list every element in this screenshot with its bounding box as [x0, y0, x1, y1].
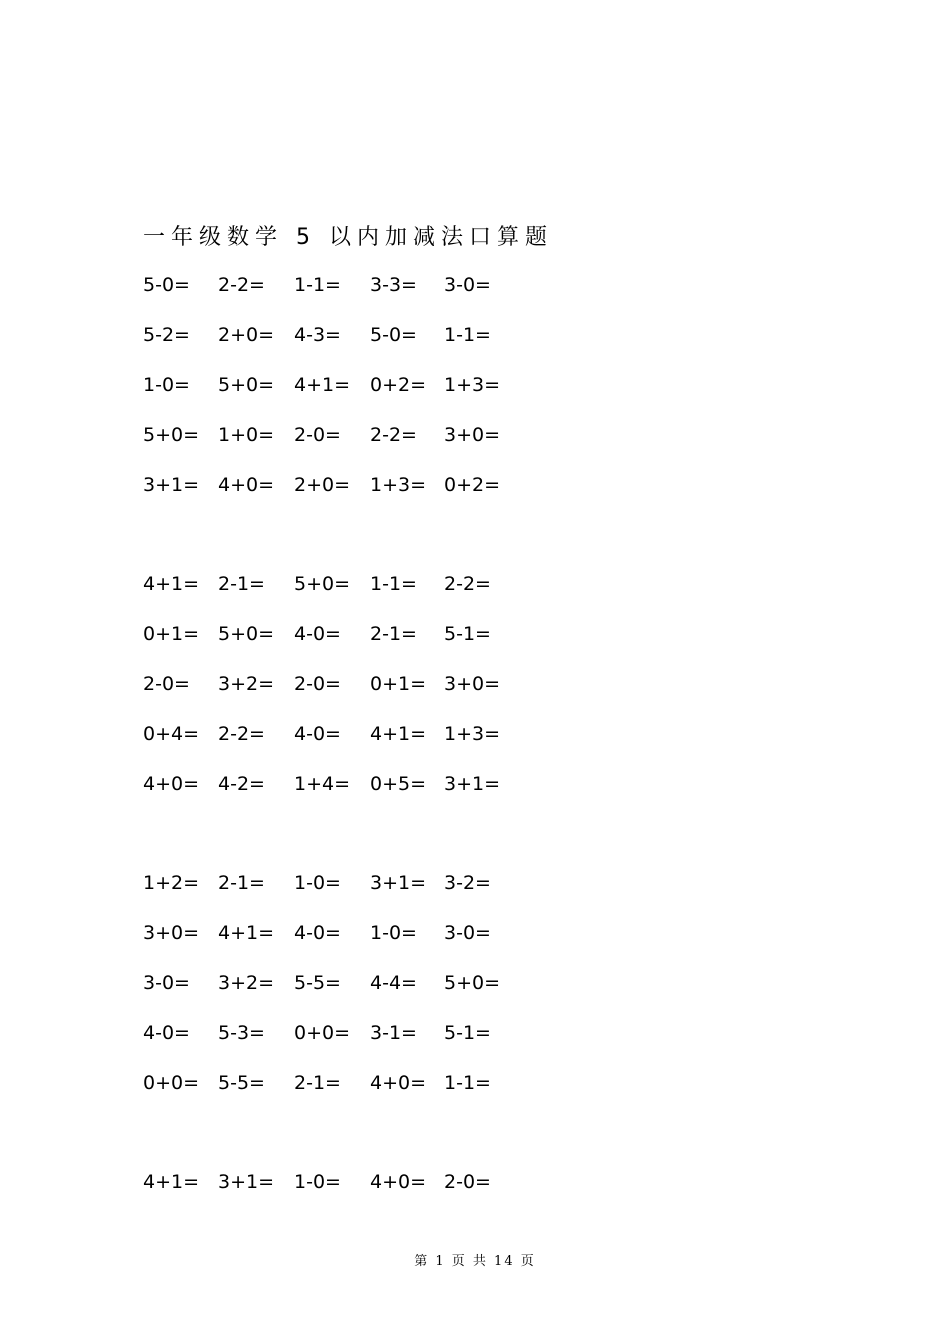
problem-item: 3+0=: [444, 424, 501, 446]
problem-item: 1-0=: [143, 374, 190, 396]
problem-row: [0, 771, 950, 797]
problem-item: 0+4=: [143, 723, 200, 745]
problem-item: 5+0=: [218, 623, 275, 645]
problem-item: 4+0=: [143, 773, 200, 795]
problem-item: 3-1=: [370, 1022, 417, 1044]
problem-row: [0, 322, 950, 348]
problem-item: 1-0=: [294, 872, 341, 894]
problem-item: 2+0=: [294, 474, 351, 496]
problem-row: [0, 1070, 950, 1096]
problem-item: 1+0=: [218, 424, 275, 446]
problem-row: [0, 272, 950, 298]
problem-item: 4+0=: [370, 1072, 427, 1094]
problem-item: 1+3=: [444, 374, 501, 396]
problem-item: 3+0=: [444, 673, 501, 695]
problem-item: 1-1=: [444, 1072, 491, 1094]
problem-item: 2-1=: [294, 1072, 341, 1094]
problem-item: 2-0=: [294, 673, 341, 695]
problem-item: 4+0=: [218, 474, 275, 496]
problem-item: 1-0=: [294, 1171, 341, 1193]
problem-item: 1+4=: [294, 773, 351, 795]
problem-item: 4-0=: [294, 723, 341, 745]
problem-item: 3+1=: [218, 1171, 275, 1193]
problem-item: 5-0=: [370, 324, 417, 346]
problem-item: 2-2=: [218, 723, 265, 745]
problem-item: 4+1=: [218, 922, 275, 944]
problem-item: 0+1=: [370, 673, 427, 695]
problem-item: 4+1=: [143, 573, 200, 595]
page-footer: 第 1 页 共 14 页: [414, 1254, 536, 1269]
problem-item: 5+0=: [143, 424, 200, 446]
problem-item: 5+0=: [218, 374, 275, 396]
problem-item: 0+0=: [294, 1022, 351, 1044]
problem-item: 1-1=: [370, 573, 417, 595]
problem-item: 3-3=: [370, 274, 417, 296]
problem-row: [0, 571, 950, 597]
problem-item: 3+1=: [370, 872, 427, 894]
problem-item: 1-1=: [444, 324, 491, 346]
problem-row: [0, 970, 950, 996]
problem-item: 5-1=: [444, 1022, 491, 1044]
problem-item: 4-0=: [143, 1022, 190, 1044]
problem-item: 5+0=: [294, 573, 351, 595]
problem-item: 2-0=: [294, 424, 341, 446]
problem-item: 0+0=: [143, 1072, 200, 1094]
problem-row: [0, 422, 950, 448]
problem-row: [0, 1020, 950, 1046]
problem-item: 3+1=: [444, 773, 501, 795]
problem-item: 2-0=: [444, 1171, 491, 1193]
problem-item: 4-2=: [218, 773, 265, 795]
problem-item: 3-0=: [444, 922, 491, 944]
problem-item: 5-2=: [143, 324, 190, 346]
problem-item: 2+0=: [218, 324, 275, 346]
problem-item: 1+2=: [143, 872, 200, 894]
problem-row: [0, 870, 950, 896]
problem-item: 0+2=: [444, 474, 501, 496]
problem-item: 4-4=: [370, 972, 417, 994]
problem-row: [0, 920, 950, 946]
problem-item: 3-2=: [444, 872, 491, 894]
problem-item: 3+2=: [218, 972, 275, 994]
problem-item: 5+0=: [444, 972, 501, 994]
problem-row: [0, 372, 950, 398]
problem-item: 2-2=: [218, 274, 265, 296]
problem-item: 4-0=: [294, 623, 341, 645]
problem-item: 5-3=: [218, 1022, 265, 1044]
problem-item: 5-0=: [143, 274, 190, 296]
problem-row: [0, 621, 950, 647]
problem-item: 5-1=: [444, 623, 491, 645]
problem-item: 0+2=: [370, 374, 427, 396]
problem-item: 2-2=: [370, 424, 417, 446]
problem-item: 4-0=: [294, 922, 341, 944]
problem-item: 2-1=: [218, 573, 265, 595]
problem-item: 1+3=: [444, 723, 501, 745]
problem-item: 2-1=: [370, 623, 417, 645]
problem-item: 3+0=: [143, 922, 200, 944]
problem-item: 3-0=: [143, 972, 190, 994]
problem-item: 1-1=: [294, 274, 341, 296]
problem-item: 0+5=: [370, 773, 427, 795]
problem-item: 3+2=: [218, 673, 275, 695]
problem-row: [0, 721, 950, 747]
problem-item: 5-5=: [294, 972, 341, 994]
problem-item: 2-1=: [218, 872, 265, 894]
problem-item: 2-0=: [143, 673, 190, 695]
problem-item: 4+0=: [370, 1171, 427, 1193]
problem-item: 3-0=: [444, 274, 491, 296]
problem-item: 4+1=: [370, 723, 427, 745]
problem-item: 1-0=: [370, 922, 417, 944]
problem-row: [0, 472, 950, 498]
problem-item: 4+1=: [294, 374, 351, 396]
problem-item: 4-3=: [294, 324, 341, 346]
problem-row: [0, 671, 950, 697]
problem-row: [0, 1169, 950, 1195]
problem-item: 2-2=: [444, 573, 491, 595]
problem-item: 0+1=: [143, 623, 200, 645]
problem-item: 1+3=: [370, 474, 427, 496]
problem-item: 3+1=: [143, 474, 200, 496]
problem-item: 5-5=: [218, 1072, 265, 1094]
problem-item: 4+1=: [143, 1171, 200, 1193]
page-title: 一年级数学 5 以内加减法口算题: [143, 225, 553, 250]
